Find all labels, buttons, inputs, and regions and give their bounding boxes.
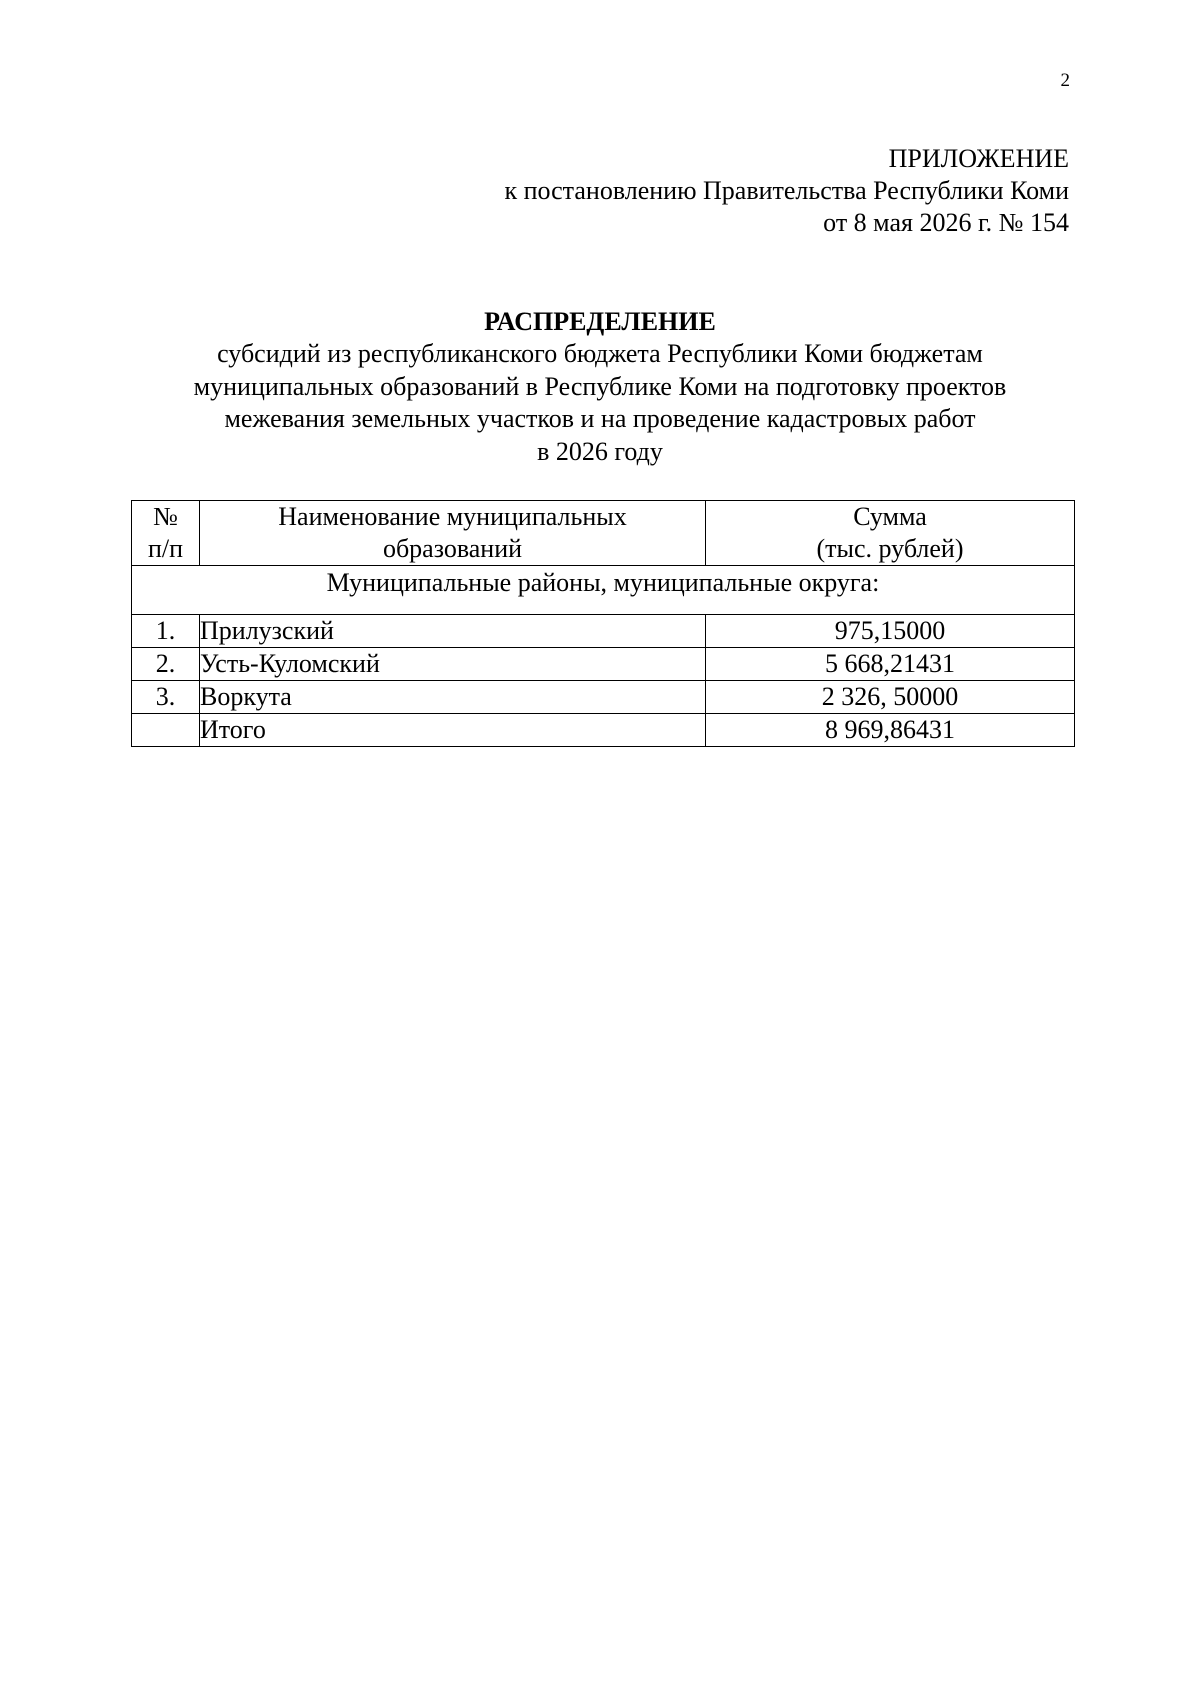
total-num [132,714,200,747]
header-sum-line: Сумма [853,502,927,531]
distribution-table [131,500,1075,747]
document-title: РАСПРЕДЕЛЕНИЕ [484,307,716,336]
row-num: 1. [132,615,200,648]
table-header-row [132,501,1075,566]
header-name-line: Наименование муниципальных [278,502,627,531]
table-total-row [132,714,1075,747]
header-num-line: п/п [147,534,184,563]
header-sum-line: (тыс. рублей) [816,534,964,563]
appendix-line-resolution: к постановлению Правительства Республики Коми [504,176,1069,205]
page-number: 2 [1060,70,1070,91]
header-sum [706,501,1075,566]
subtitle-line: межевания земельных участков и на проведение кадастровых работ [224,404,976,433]
subtitle-line: субсидий из республиканского бюджета Республики Коми бюджетам [217,339,983,368]
row-name: Воркута [200,681,706,714]
table-section-row [132,566,1075,615]
table-row [132,681,1075,714]
header-name-line: образований [382,534,523,563]
subtitle-line: в 2026 году [537,436,663,466]
header-name [200,501,706,566]
subtitle-line: муниципальных образований в Республике Коми на подготовку проектов [193,371,1007,401]
row-sum: 5 668,21431 [706,648,1075,681]
row-num: 2. [132,648,200,681]
document-subtitle [0,338,1200,468]
table-row [132,615,1075,648]
table-row [132,648,1075,681]
total-label: Итого [200,714,706,747]
header-num-line: № [153,502,178,531]
total-sum: 8 969,86431 [706,714,1075,747]
row-name: Усть-Куломский [200,648,706,681]
header-num [132,501,200,566]
appendix-title: ПРИЛОЖЕНИЕ [888,144,1069,173]
appendix-block [504,143,1069,239]
row-num: 3. [132,681,200,714]
row-name: Прилузский [200,615,706,648]
row-sum: 2 326, 50000 [706,681,1075,714]
appendix-line-date: от 8 мая 2026 г. № 154 [823,208,1069,237]
section-label: Муниципальные районы, муниципальные округа: [132,566,1075,615]
row-sum: 975,15000 [706,615,1075,648]
